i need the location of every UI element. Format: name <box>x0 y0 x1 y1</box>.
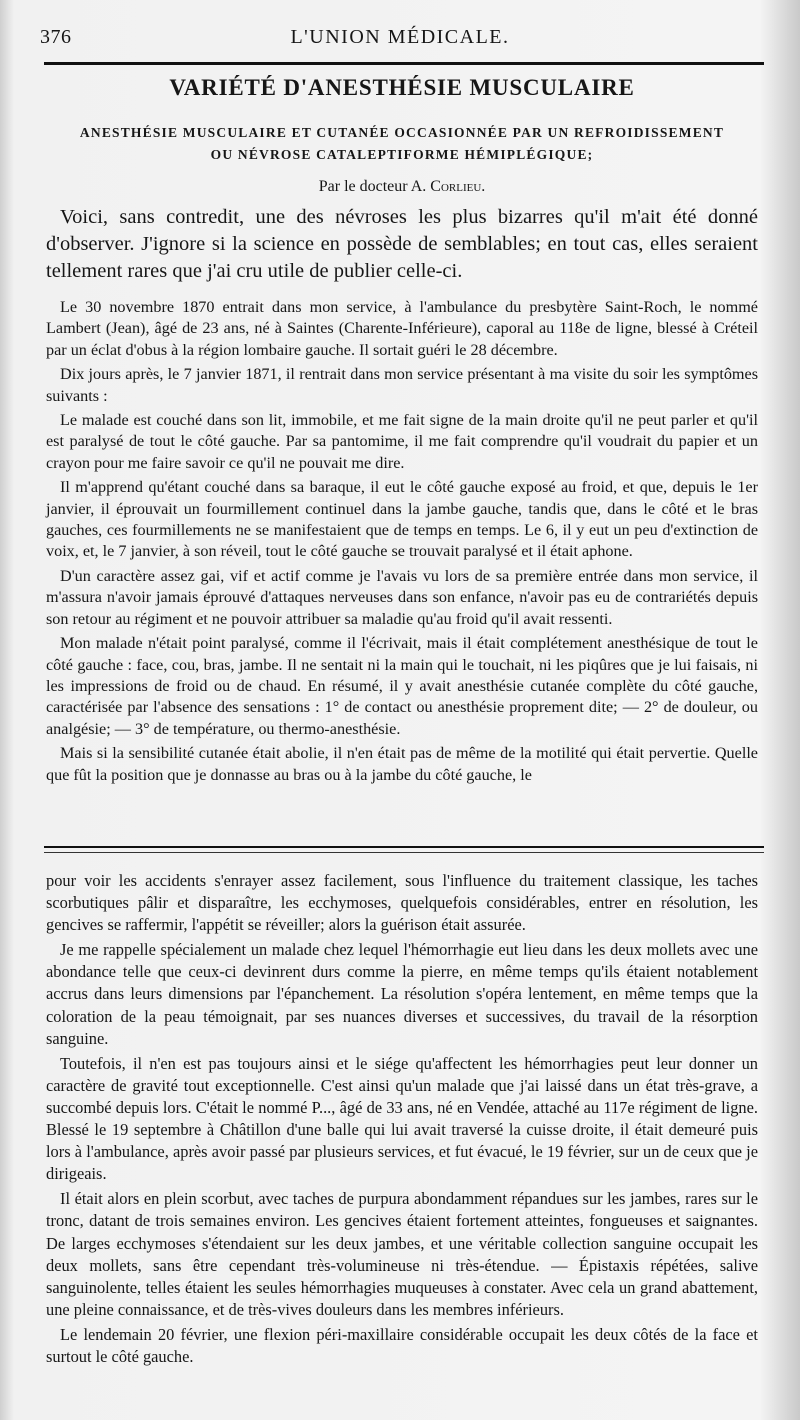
article <box>46 72 758 789</box>
paragraph: Le 30 novembre 1870 entrait dans mon service, à l'ambulance du presbytère Saint-Roch, le nommé Lambert (Jean), âgé de 23 ans, né à Saintes (Charente-Inférieure), caporal au 118e de ligne, blessé à Créteil par un éclat d'obus à la région lombaire gauche. Il sortait guéri le 28 décembre. <box>46 298 758 359</box>
byline <box>46 176 758 198</box>
paragraph: Il m'apprend qu'étant couché dans sa baraque, il eut le côté gauche exposé au froid, et que, depuis le 1er janvier, il éprouvait un fourmillement continuel dans la jambe gauche, tandis que, dans le côté et le bras gauches, ces fourmillements ne se manifestaient que de temps en temps. Le 6, il y eut un peu d'extinction de voix, et, le 7 janvier, à son réveil, tout le côté gauche se trouvait paralysé et il était aphone. <box>46 478 758 561</box>
byline-prefix: Par le docteur A. <box>318 178 427 195</box>
paragraph: Le lendemain 20 février, une flexion péri-maxillaire considérable occupait les deux côtés de la face et surtout le côté gauche. <box>46 1324 758 1366</box>
header-rule <box>44 62 764 65</box>
article-title: VARIÉTÉ D'ANESTHÉSIE MUSCULAIRE <box>169 75 635 100</box>
subtitle-line-1: ANESTHÉSIE MUSCULAIRE ET CUTANÉE OCCASIONNÉE PAR UN REFROIDISSEMENT <box>79 125 725 140</box>
paragraph: pour voir les accidents s'enrayer assez facilement, sous l'influence du traitement classique, les taches scorbutiques pâlir et disparaître, les ecchymoses, quelquefois considérables, entrer en résolution, les gencives se raffermir, l'appétit se réveiller; alors la guérison était assurée. <box>46 871 758 935</box>
journal-title: L'UNION MÉDICALE. <box>290 26 510 48</box>
paragraph: Il était alors en plein scorbut, avec taches de purpura abondamment répandues sur les jambes, rares sur le tronc, datant de trois semaines environ. Les gencives étaient fortement atteintes, fongueuses et saignantes. De larges ecchymoses s'étendaient sur les deux jambes, et une véritable collection sanguine occupait les deux mollets, sans être cependant très-volumineuse ni très-étendue. — Épistaxis répétées, salive sanguinolente, telles étaient les seules hémorrhagies muqueuses à constater. Avec cela un grand abattement, une pleine connaissance, et de très-vives douleurs dans les membres inférieurs. <box>46 1189 758 1319</box>
paragraph: Dix jours après, le 7 janvier 1871, il rentrait dans mon service présentant à ma visite du soir les symptômes suivants : <box>46 365 758 405</box>
continued-body <box>46 870 758 1368</box>
article-subtitle <box>46 122 758 166</box>
intro-paragraph: Voici, sans contredit, une des névroses les plus bizarres qu'il m'ait été donné d'observer. J'ignore si la science en possède de semblables; en tout cas, elles seraient tellement rares que j'ai cru utile de publier celle-ci. <box>46 206 758 282</box>
continued-article <box>46 870 758 1371</box>
paragraph: D'un caractère assez gai, vif et actif comme je l'avais vu lors de sa première entrée dans mon service, il m'assura n'avoir jamais éprouvé d'attaques nerveuses dans son enfance, n'avoir pas eu de contrariétés depuis son retour au régiment et ne pouvoir attribuer sa maladie qu'au froid qu'il avait ressenti. <box>46 566 758 628</box>
section-divider-thin <box>44 852 764 853</box>
page-number: 376 <box>40 26 72 48</box>
section-divider <box>44 846 764 848</box>
article-body <box>46 297 758 786</box>
running-header <box>40 22 760 52</box>
paragraph: Mais si la sensibilité cutanée était abolie, il n'en était pas de même de la motilité qui était pervertie. Quelle que fût la position que je donnasse au bras ou à la jambe du côté gauche, le <box>46 744 758 784</box>
paragraph: Toutefois, il n'en est pas toujours ainsi et le siége qu'affectent les hémorrhagies peut leur donner un caractère de gravité tout exceptionnelle. C'est ainsi qu'un malade que j'ai laissé dans un état très-grave, a succombé depuis lors. C'était le nommé P..., âgé de 33 ans, né en Vendée, attaché au 117e régiment de ligne. Blessé le 19 septembre à Châtillon d'une balle qui lui avait traversé la cuisse droite, il était demeuré puis lors à l'ambulance, après avoir passé par plusieurs services, et fut évacué, le 19 février, sur un de ceux que je dirigeais. <box>46 1053 758 1184</box>
subtitle-line-2: OU NÉVROSE CATALEPTIFORME HÉMIPLÉGIQUE; <box>210 147 594 162</box>
paragraph: Je me rappelle spécialement un malade chez lequel l'hémorrhagie eut lieu dans les deux mollets avec une abondance telle que ceux-ci devinrent durs comme la pierre, en même temps qu'ils étaient notablement accrus dans leurs dimensions par l'épanchement. La résolution s'opéra lentement, en même temps que la coloration de la peau témoignait, par ses nuances diverses et successives, du travail de la résorption sanguine. <box>46 940 758 1048</box>
paragraph: Le malade est couché dans son lit, immobile, et me fait signe de la main droite qu'il ne peut parler et qu'il est paralysé de tout le côté gauche. Par sa pantomime, il me fait comprendre qu'il voudrait du papier et un crayon pour me faire savoir ce qu'il ne pouvait me dire. <box>46 411 758 472</box>
author-name: Corlieu. <box>430 178 486 195</box>
paragraph: Mon malade n'était point paralysé, comme il l'écrivait, mais il était complétement anesthésique de tout le côté gauche : face, cou, bras, jambe. Il ne sentait ni la main qui le touchait, ni les piqûres que je lui faisais, ni les impressions de froid ou de chaud. En résumé, il y avait anesthésie cutanée complète du côté gauche, caractérisée par l'absence des sensations : 1° de contact ou anesthésie proprement dite; — 2° de douleur, ou analgésie; — 3° de température, ou thermo-anesthésie. <box>46 634 758 738</box>
